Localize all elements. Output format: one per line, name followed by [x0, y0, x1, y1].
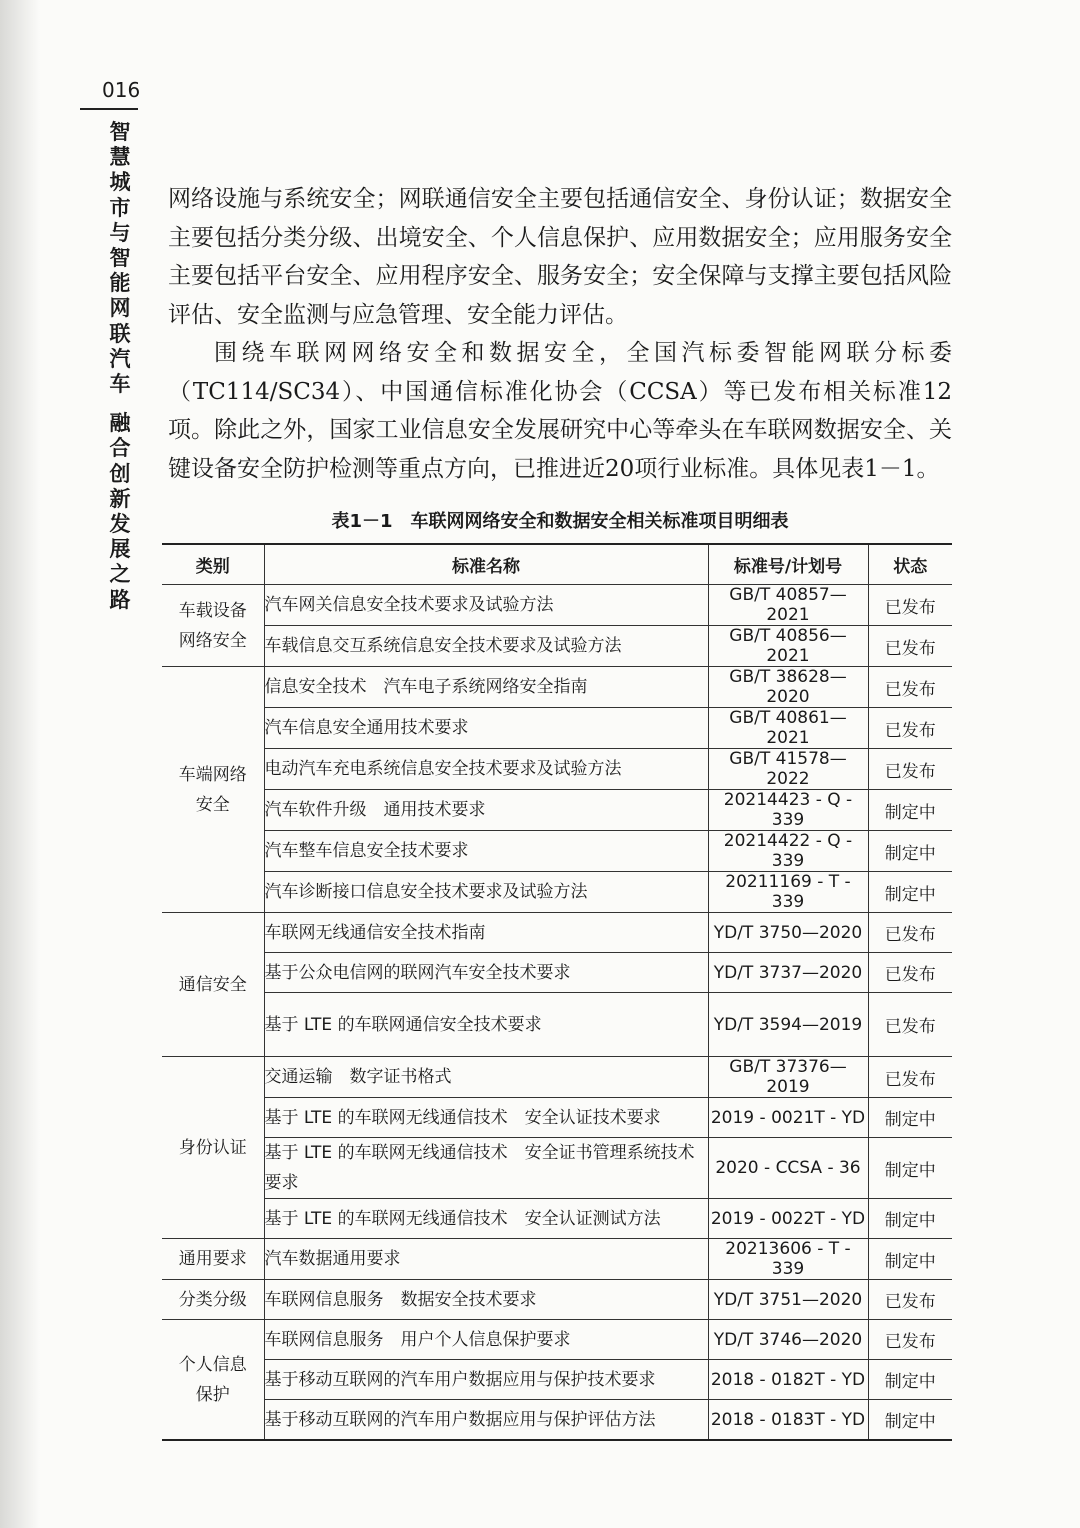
standard-name-cell: 交通运输 数字证书格式 [264, 1057, 708, 1098]
standard-number-cell: GB/T 40856—2021 [708, 626, 868, 667]
header-standard-name: 标准名称 [264, 544, 708, 585]
standard-name-cell: 汽车网关信息安全技术要求及试验方法 [264, 585, 708, 626]
standard-name-cell: 汽车数据通用要求 [264, 1239, 708, 1280]
standard-name-cell: 基于移动互联网的汽车用户数据应用与保护评估方法 [264, 1400, 708, 1441]
standard-number-cell: 20214423 - Q - 339 [708, 790, 868, 831]
standard-name-cell: 基于 LTE 的车联网无线通信技术 安全证书管理系统技术要求 [264, 1138, 708, 1199]
table-row [162, 831, 952, 872]
status-cell: 制定中 [868, 1138, 952, 1199]
status-cell: 已发布 [868, 1320, 952, 1360]
category-cell: 身份认证 [162, 1057, 264, 1239]
category-cell: 车载设备网络安全 [162, 585, 264, 667]
table-caption: 表1－1 车联网网络安全和数据安全相关标准项目明细表 [331, 511, 789, 532]
status-cell: 制定中 [868, 1098, 952, 1138]
status-cell: 已发布 [868, 708, 952, 749]
standard-name-cell: 基于公众电信网的联网汽车安全技术要求 [264, 953, 708, 993]
standard-name-cell: 信息安全技术 汽车电子系统网络安全指南 [264, 667, 708, 708]
table-row [162, 913, 952, 953]
running-head-subtitle: 融合创新发展之路 [109, 411, 131, 612]
standard-number-cell: 2018 - 0183T - YD [708, 1400, 868, 1441]
status-cell: 已发布 [868, 953, 952, 993]
table-row [162, 1098, 952, 1138]
table-row [162, 749, 952, 790]
standard-name-cell: 基于 LTE 的车联网通信安全技术要求 [264, 993, 708, 1057]
table-row [162, 872, 952, 913]
table-row [162, 626, 952, 667]
status-cell: 制定中 [868, 1199, 952, 1239]
status-cell: 已发布 [868, 626, 952, 667]
category-cell: 车端网络安全 [162, 667, 264, 913]
standard-number-cell: GB/T 37376—2019 [708, 1057, 868, 1098]
standard-name-cell: 汽车信息安全通用技术要求 [264, 708, 708, 749]
standard-number-cell: YD/T 3737—2020 [708, 953, 868, 993]
table-row [162, 1057, 952, 1098]
category-cell: 分类分级 [162, 1280, 264, 1320]
standard-number-cell: 20211169 - T - 339 [708, 872, 868, 913]
status-cell: 已发布 [868, 667, 952, 708]
standard-number-cell: YD/T 3746—2020 [708, 1320, 868, 1360]
standard-number-cell: GB/T 40861—2021 [708, 708, 868, 749]
header-status: 状态 [868, 544, 952, 585]
standard-number-cell: 20213606 - T - 339 [708, 1239, 868, 1280]
table-row [162, 1400, 952, 1441]
table-row [162, 708, 952, 749]
status-cell: 制定中 [868, 1400, 952, 1441]
standard-name-cell: 车联网信息服务 用户个人信息保护要求 [264, 1320, 708, 1360]
standard-number-cell: 2018 - 0182T - YD [708, 1360, 868, 1400]
standard-name-cell: 汽车整车信息安全技术要求 [264, 831, 708, 872]
status-cell: 已发布 [868, 585, 952, 626]
status-cell: 已发布 [868, 749, 952, 790]
standard-name-cell: 基于 LTE 的车联网无线通信技术 安全认证技术要求 [264, 1098, 708, 1138]
status-cell: 制定中 [868, 1239, 952, 1280]
standard-name-cell: 基于移动互联网的汽车用户数据应用与保护技术要求 [264, 1360, 708, 1400]
table-row [162, 953, 952, 993]
table-row [162, 790, 952, 831]
header-standard-number: 标准号/计划号 [708, 544, 868, 585]
status-cell: 已发布 [868, 1280, 952, 1320]
table-row [162, 1199, 952, 1239]
status-cell: 已发布 [868, 1057, 952, 1098]
standard-number-cell: GB/T 41578—2022 [708, 749, 868, 790]
standard-number-cell: 20214422 - Q - 339 [708, 831, 868, 872]
standard-number-cell: YD/T 3751—2020 [708, 1280, 868, 1320]
standard-number-cell: 2020 - CCSA - 36 [708, 1138, 868, 1199]
table-row [162, 1138, 952, 1199]
table-row [162, 1320, 952, 1360]
standard-name-cell: 电动汽车充电系统信息安全技术要求及试验方法 [264, 749, 708, 790]
page-gutter-shadow [0, 0, 40, 1528]
standard-name-cell: 汽车软件升级 通用技术要求 [264, 790, 708, 831]
standard-number-cell: YD/T 3750—2020 [708, 913, 868, 953]
table-row [162, 1360, 952, 1400]
table-row [162, 1280, 952, 1320]
table-row [162, 1239, 952, 1280]
standard-number-cell: GB/T 40857—2021 [708, 585, 868, 626]
status-cell: 已发布 [868, 913, 952, 953]
status-cell: 已发布 [868, 993, 952, 1057]
table-header-row [162, 544, 952, 585]
table-row [162, 993, 952, 1057]
paragraph: 围绕车联网网络安全和数据安全，全国汽标委智能网联分标委（TC114/SC34）、中国通信标准化协会（CCSA）等已发布相关标准12项。除此之外，国家工业信息安全发展研究中心等牵头在车联网数据安全、关键设备安全防护检测等重点方向，已推进近20项行业标准。具体见表1－1。 [168, 340, 952, 482]
status-cell: 制定中 [868, 872, 952, 913]
category-cell: 通信安全 [162, 913, 264, 1057]
standard-number-cell: 2019 - 0022T - YD [708, 1199, 868, 1239]
header-rule [80, 108, 138, 110]
paragraph: 网络设施与系统安全；网联通信安全主要包括通信安全、身份认证；数据安全主要包括分类分级、出境安全、个人信息保护、应用数据安全；应用服务安全主要包括平台安全、应用程序安全、服务安全；安全保障与支撑主要包括风险评估、安全监测与应急管理、安全能力评估。 [168, 186, 952, 328]
category-cell: 个人信息保护 [162, 1320, 264, 1441]
running-head-title: 智慧城市与智能网联汽车 [109, 120, 131, 397]
table-body [162, 585, 952, 1441]
standard-number-cell: 2019 - 0021T - YD [708, 1098, 868, 1138]
standard-name-cell: 车载信息交互系统信息安全技术要求及试验方法 [264, 626, 708, 667]
standard-name-cell: 车联网无线通信安全技术指南 [264, 913, 708, 953]
table-row [162, 667, 952, 708]
body-text [168, 180, 952, 488]
category-cell: 通用要求 [162, 1239, 264, 1280]
header-category: 类别 [162, 544, 264, 585]
page-number: 016 [102, 78, 141, 102]
table-row [162, 585, 952, 626]
status-cell: 制定中 [868, 790, 952, 831]
status-cell: 制定中 [868, 1360, 952, 1400]
standard-name-cell: 基于 LTE 的车联网无线通信技术 安全认证测试方法 [264, 1199, 708, 1239]
status-cell: 制定中 [868, 831, 952, 872]
standard-name-cell: 汽车诊断接口信息安全技术要求及试验方法 [264, 872, 708, 913]
standard-number-cell: YD/T 3594—2019 [708, 993, 868, 1057]
standard-name-cell: 车联网信息服务 数据安全技术要求 [264, 1280, 708, 1320]
standard-number-cell: GB/T 38628—2020 [708, 667, 868, 708]
standards-table [162, 543, 952, 1441]
running-head [105, 120, 135, 613]
